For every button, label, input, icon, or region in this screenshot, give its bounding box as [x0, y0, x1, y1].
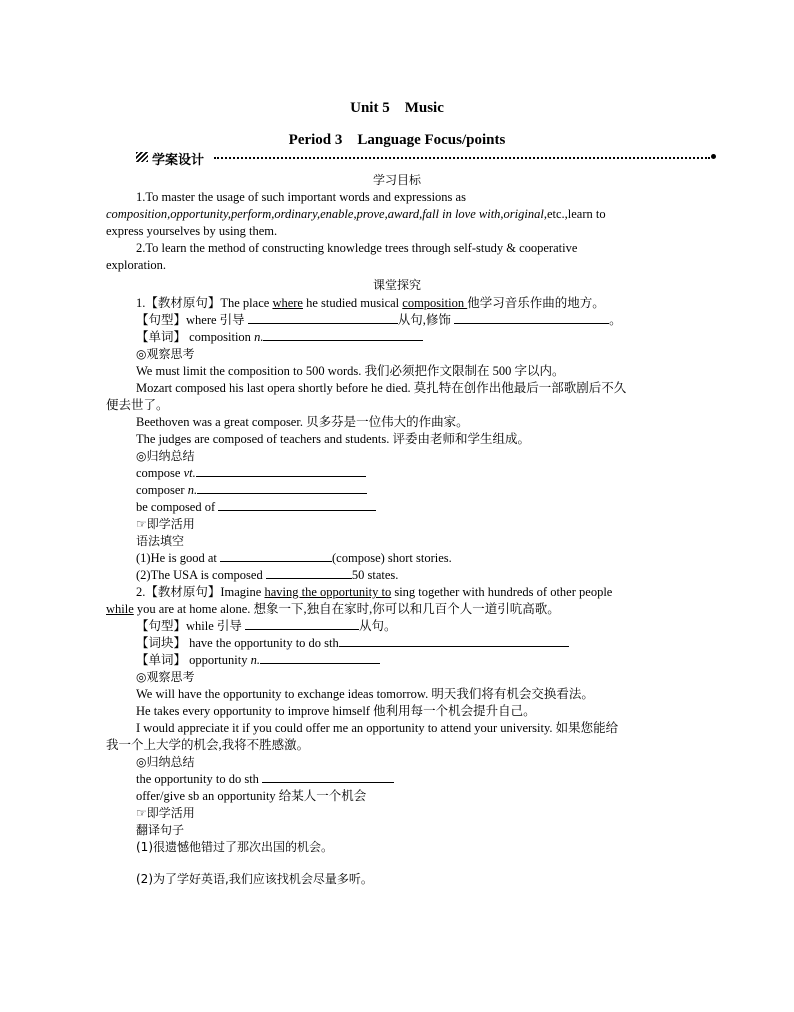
q1-example-2-cont: 便去世了。: [106, 398, 169, 412]
q2-pattern-label: 【句型】while 引导: [136, 619, 246, 633]
q1-pattern-label: 【句型】where 引导: [136, 313, 248, 327]
q2-pattern: [136, 618, 397, 634]
q1-practice-heading: ☞即学活用: [136, 517, 195, 531]
section-label: 学案设计: [152, 153, 205, 168]
objective-1-tail: ,etc.,learn to: [543, 207, 606, 221]
q1-blank-composer[interactable]: [197, 482, 367, 494]
q1-summary-heading: ◎归纳总结: [136, 449, 195, 463]
q1-s1-pos: vt.: [183, 466, 196, 480]
dotted-divider: [214, 157, 710, 159]
q2-blank-summary[interactable]: [262, 771, 394, 783]
q1-p1-tail: (compose) short stories.: [332, 551, 452, 565]
q1-summary-composer: [136, 482, 367, 498]
hatch-icon: [136, 152, 148, 162]
q2-word-label: 【单词】 opportunity: [136, 653, 251, 667]
q1-underlined-composition: composition: [402, 296, 468, 310]
q2-word: [136, 652, 380, 668]
q2-summary-heading: ◎归纳总结: [136, 755, 195, 769]
q2-practice-heading: ☞即学活用: [136, 806, 195, 820]
q2-translate-2: (2)为了学好英语,我们应该找机会尽量多听。: [136, 872, 373, 886]
q1-blank-word[interactable]: [263, 329, 423, 341]
q2-pattern-end: 从句。: [359, 619, 397, 633]
q1-mid: he studied musical: [302, 296, 403, 310]
q1-blank-practice-1[interactable]: [220, 550, 332, 562]
q2-underlined-opportunity: having the opportunity to: [264, 585, 392, 599]
objective-2-line-1: 2.To learn the method of constructing knowledge trees through self-study & cooperative: [136, 241, 578, 255]
q2-original-sentence-cont: [106, 601, 560, 617]
objectives-heading: 学习目标: [372, 173, 421, 187]
q1-blank-modify[interactable]: [454, 312, 609, 324]
q2-original-sentence: [136, 584, 612, 600]
q1-word-pos: n.: [254, 330, 264, 344]
q1-underlined-where: where: [272, 296, 303, 310]
q1-p2-label: (2)The USA is composed: [136, 568, 266, 582]
period-title: Period 3 Language Focus/points: [288, 132, 506, 148]
q1-example-3: Beethoven was a great composer. 贝多芬是一位伟大的作曲家。: [136, 415, 469, 429]
q1-label: 1.【教材原句】The place: [136, 296, 273, 310]
q2-blank-clause[interactable]: [245, 618, 359, 630]
q1-s3-label: be composed of: [136, 500, 219, 514]
q2-example-3-cont: 我一个上大学的机会,我将不胜感激。: [106, 738, 310, 752]
q2-blank-word[interactable]: [260, 652, 380, 664]
section-bar: [136, 149, 716, 168]
q1-pattern: [136, 312, 622, 328]
q2-label: 2.【教材原句】Imagine: [136, 585, 265, 599]
q1-blank-compose[interactable]: [196, 465, 366, 477]
q1-s2-pos: n.: [187, 483, 198, 497]
dot-icon: [711, 154, 716, 159]
objective-1-line-1: 1.To master the usage of such important words and expressions as: [136, 190, 466, 204]
q1-example-4: The judges are composed of teachers and students. 评委由老师和学生组成。: [136, 432, 531, 446]
q1-blank-composed[interactable]: [218, 499, 376, 511]
q1-pattern-mid: 从句,修饰: [397, 313, 455, 327]
unit-title: Unit 5 Music: [350, 100, 444, 116]
q2-observe-heading: ◎观察思考: [136, 670, 195, 684]
q2-underlined-while: while: [106, 602, 134, 616]
q2-phrase: [136, 635, 569, 651]
q1-task-heading: 语法填空: [136, 534, 185, 548]
objective-1-line-2: [106, 206, 606, 222]
q2-task-heading: 翻译句子: [136, 823, 185, 837]
q1-p2-tail: 50 states.: [351, 568, 399, 582]
q1-word-label: 【单词】 composition: [136, 330, 255, 344]
q1-practice-2: [136, 567, 398, 583]
q2-example-2: He takes every opportunity to improve himself 他利用每一个机会提升自己。: [136, 704, 536, 718]
q1-summary-composed: [136, 499, 376, 515]
q1-example-1: We must limit the composition to 500 words. 我们必须把作文限制在 500 字以内。: [136, 364, 565, 378]
q1-p1-label: (1)He is good at: [136, 551, 221, 565]
q2-blank-phrase[interactable]: [339, 635, 569, 647]
q2-translate-1: (1)很遗憾他错过了那次出国的机会。: [136, 840, 333, 854]
q1-translation: 他学习音乐作曲的地方。: [467, 296, 605, 310]
q1-blank-clause[interactable]: [248, 312, 398, 324]
q1-word: [136, 329, 423, 345]
q2-summary-1: [136, 771, 394, 787]
q1-pattern-end: 。: [609, 313, 622, 327]
q2-phrase-label: 【词块】 have the opportunity to do sth: [136, 636, 339, 650]
class-heading: 课堂探究: [372, 278, 421, 292]
objective-word-list: composition,opportunity,perform,ordinary,enable,prove,award,fall in love with,original: [106, 207, 544, 221]
q2-example-1: We will have the opportunity to exchange ideas tomorrow. 明天我们将有机会交换看法。: [136, 687, 594, 701]
q1-summary-compose: [136, 465, 366, 481]
objective-2-line-2: exploration.: [106, 258, 167, 272]
q1-example-2: Mozart composed his last opera shortly before he died. 莫扎特在创作出他最后一部歌剧后不久: [136, 381, 627, 395]
q1-original-sentence: [136, 295, 605, 311]
q2-summary-2: offer/give sb an opportunity 给某人一个机会: [136, 789, 367, 803]
q2-example-3: I would appreciate it if you could offer me an opportunity to attend your university. 如果您能给: [136, 721, 619, 735]
q1-observe-heading: ◎观察思考: [136, 347, 195, 361]
objective-1-line-3: express yourselves by using them.: [106, 224, 278, 238]
q2-mid: sing together with hundreds of other people: [391, 585, 613, 599]
q2-word-pos: n.: [250, 653, 260, 667]
q2-translation: you are at home alone. 想象一下,独自在家时,你可以和几百个人一道引吭高歌。: [133, 602, 560, 616]
q1-blank-practice-2[interactable]: [266, 567, 352, 579]
q1-practice-1: [136, 550, 452, 566]
q1-s2-label: composer: [136, 483, 188, 497]
q2-s1-label: the opportunity to do sth: [136, 772, 263, 786]
q1-s1-label: compose: [136, 466, 184, 480]
